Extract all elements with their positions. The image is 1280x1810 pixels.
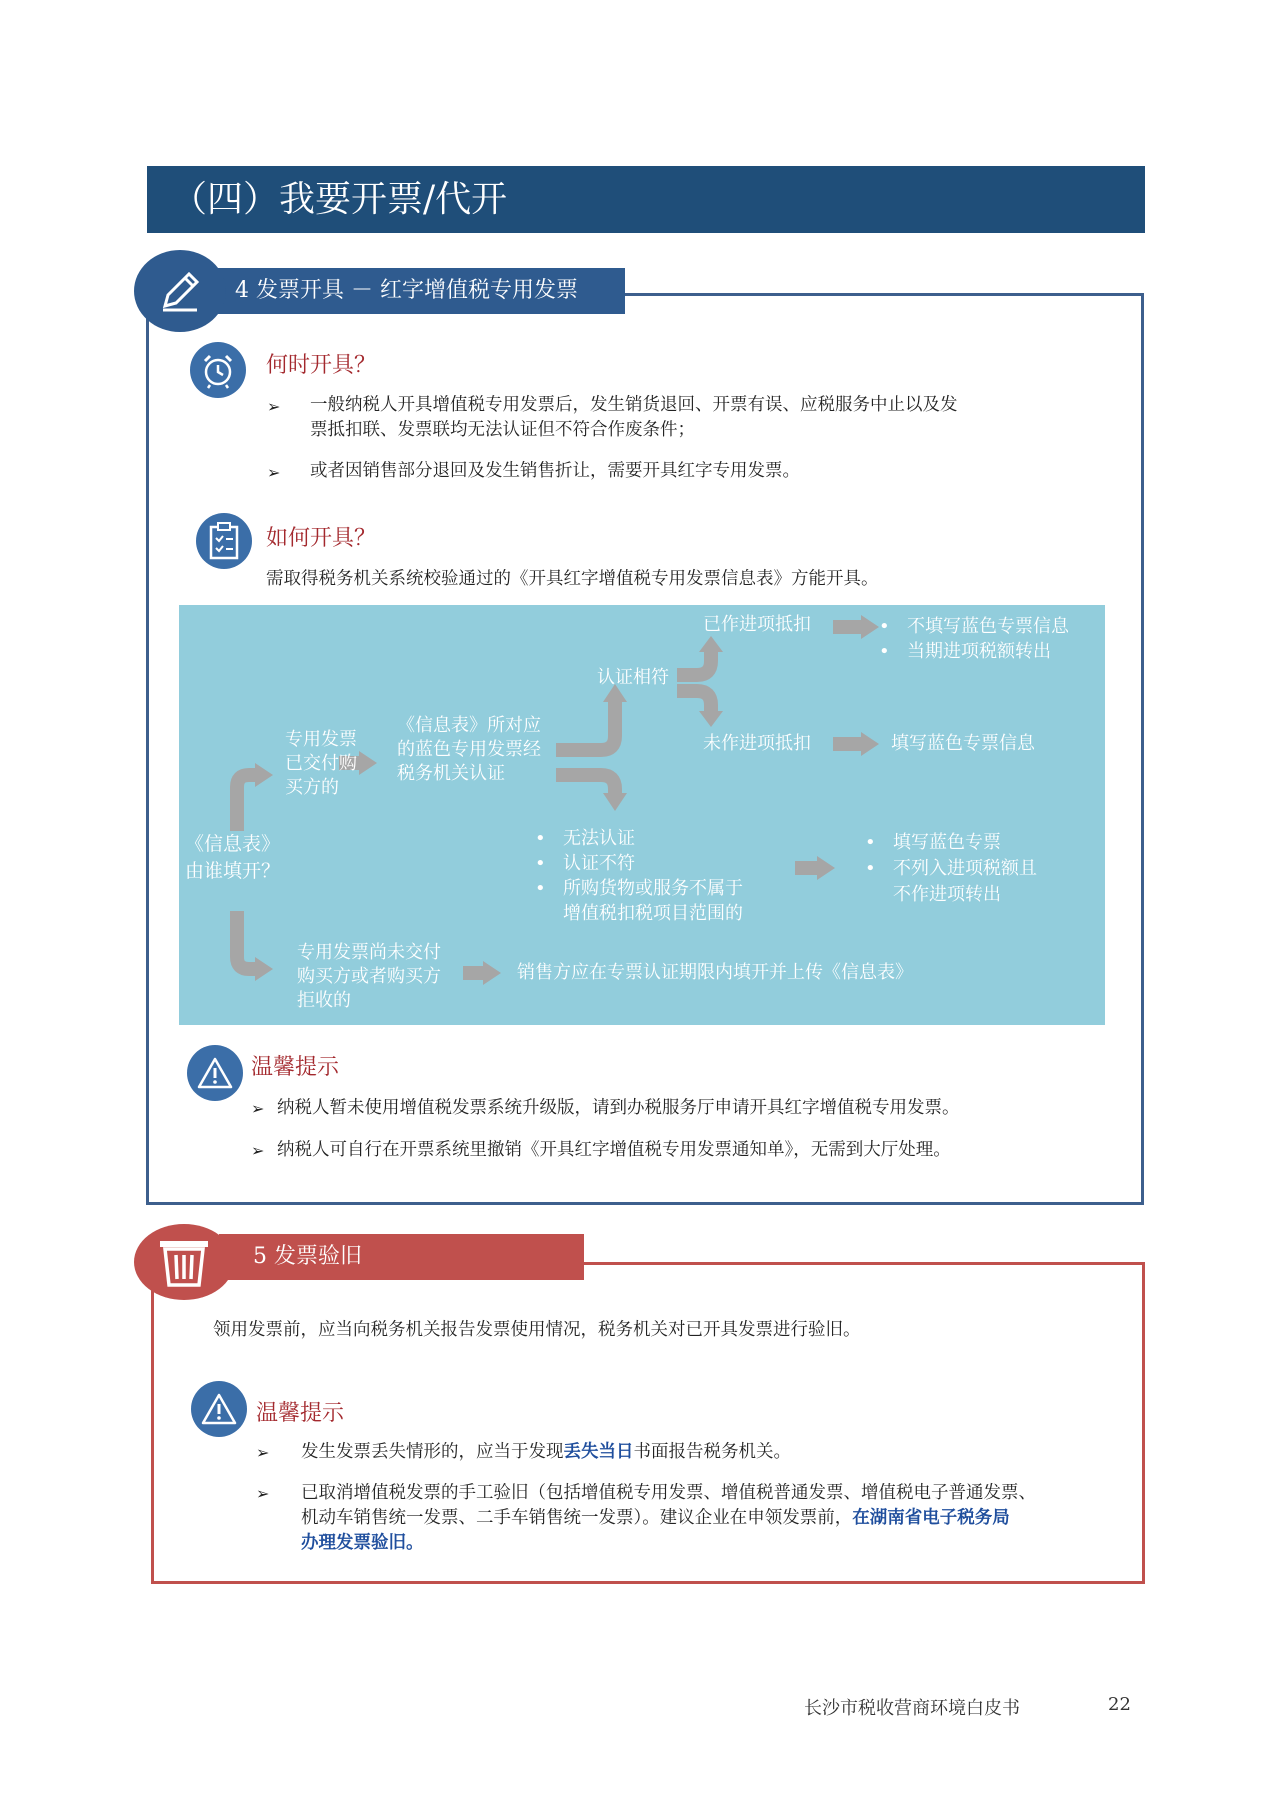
- tips-5-bullet-1-highlight: 丢失当日: [563, 1442, 634, 1462]
- tips-5-bullet-2-line-1: 已取消增值税发票的手工验旧（包括增值税专用发票、增值税普通发票、增值税电子普通发票、: [301, 1483, 1036, 1503]
- tips-5-icon-badge: [191, 1381, 247, 1437]
- section-5-intro: 领用发票前，应当向税务机关报告发票使用情况，税务机关对已开具发票进行验旧。: [213, 1320, 861, 1340]
- bullet-dot: •: [865, 858, 876, 879]
- bullet-dot: •: [879, 616, 890, 637]
- tips-5-bullet-2-text: 机动车销售统一发票、二手车销售统一发票）。建议企业在申领发票前，: [301, 1508, 853, 1528]
- flow-not-deducted: 未作进项抵扣: [703, 733, 811, 754]
- arrowhead: [817, 856, 835, 880]
- arrowhead: [483, 961, 501, 985]
- section-4-tab: 4 发票开具 － 红字增值税专用发票: [213, 268, 625, 314]
- bullet-marker: ➢: [256, 1484, 270, 1503]
- arrow-info-up: [556, 700, 615, 750]
- flow-deducted-result-1: 不填写蓝色专票信息: [907, 616, 1069, 637]
- tips-5-bullet-2-line-3: 办理发票验旧。: [301, 1533, 424, 1553]
- arrow-info-down: [556, 775, 615, 795]
- flow-upper-branch-3: 买方的: [285, 777, 339, 798]
- how-title: 如何开具？: [266, 526, 377, 551]
- warning-icon: [200, 1392, 238, 1426]
- when-bullet-1-line-2: 票抵扣联、发票联均无法认证但不符合作废条件；: [310, 420, 695, 440]
- flow-deducted-result-2: 当期进项税额转出: [907, 641, 1051, 662]
- arrowhead: [255, 763, 273, 787]
- flow-cannot-result-2: 不列入进项税额且: [893, 858, 1037, 879]
- how-intro: 需取得税务机关系统校验通过的《开具红字增值税专用发票信息表》方能开具。: [266, 569, 879, 589]
- flow-cannot-result-1: 填写蓝色专票: [893, 832, 1001, 853]
- bullet-marker: ➢: [267, 397, 281, 416]
- section-5-icon-badge: [134, 1224, 234, 1300]
- flow-lower-result: 销售方应在专票认证期限内填开并上传《信息表》: [517, 962, 913, 983]
- arrow-cert-down: [677, 691, 711, 713]
- flow-who-line-2: 由谁填开？: [185, 860, 281, 882]
- page-number: 22: [1108, 1694, 1131, 1715]
- flow-info-2: 的蓝色专用发票经: [397, 739, 541, 760]
- when-title: 何时开具？: [266, 353, 377, 378]
- flow-cannot-result-3: 不作进项转出: [893, 884, 1001, 905]
- bullet-dot: •: [535, 828, 546, 849]
- trash-icon: [155, 1235, 213, 1289]
- flow-info-1: 《信息表》所对应: [397, 715, 541, 736]
- page-title: （四）我要开票/代开: [147, 166, 1145, 233]
- when-icon-badge: [190, 342, 246, 398]
- arrowhead: [861, 615, 879, 639]
- tips-5-bullet-2-highlight: 在湖南省电子税务局: [852, 1508, 1010, 1528]
- arrowhead: [699, 711, 723, 727]
- tips-5-bullet-1-tail: 书面报告税务机关。: [633, 1442, 791, 1462]
- arrowhead: [359, 751, 377, 775]
- tips-4-bullet-1: 纳税人暂未使用增值税发票系统升级版，请到办税服务厅申请开具红字增值税专用发票。: [277, 1098, 960, 1118]
- bullet-marker: ➢: [251, 1099, 265, 1118]
- flow-deducted: 已作进项抵扣: [703, 614, 811, 635]
- arrowhead: [861, 732, 879, 756]
- when-bullet-2: 或者因销售部分退回及发生销售折让，需要开具红字专用发票。: [310, 461, 800, 481]
- bullet-marker: ➢: [256, 1443, 270, 1462]
- clipboard-check-icon: [206, 521, 242, 561]
- flow-cert-match: 认证相符: [597, 667, 669, 688]
- flow-cannot-3: 所购货物或服务不属于: [563, 878, 743, 899]
- flow-lower-branch-2: 购买方或者购买方: [297, 966, 441, 987]
- bullet-dot: •: [535, 853, 546, 874]
- flow-lower-branch-3: 拒收的: [297, 990, 351, 1011]
- tips-5-bullet-1-text: 发生发票丢失情形的，应当于发现: [301, 1442, 564, 1462]
- how-icon-badge: [196, 513, 252, 569]
- flow-info-3: 税务机关认证: [397, 763, 505, 784]
- tips-5-title: 温馨提示: [256, 1401, 345, 1426]
- alarm-clock-icon: [198, 350, 238, 390]
- section-5-tab: 5 发票验旧: [219, 1234, 584, 1280]
- section-4-icon-badge: [134, 250, 226, 332]
- flow-cannot-4: 增值税扣税项目范围的: [563, 903, 743, 924]
- arrowhead: [699, 636, 723, 652]
- warning-icon: [196, 1056, 234, 1090]
- bullet-dot: •: [865, 832, 876, 853]
- bullet-marker: ➢: [251, 1141, 265, 1160]
- flow-upper-branch-2: 已交付购: [285, 753, 357, 774]
- flow-cannot-1: 无法认证: [563, 828, 635, 849]
- invoice-flow-diagram: [179, 605, 1105, 1025]
- flow-who-line-1: 《信息表》: [185, 833, 281, 855]
- arrowhead: [255, 957, 273, 981]
- when-bullet-1-line-1: 一般纳税人开具增值税专用发票后，发生销货退回、开票有误、应税服务中止以及发: [310, 395, 958, 415]
- bullet-dot: •: [879, 641, 890, 662]
- bullet-marker: ➢: [267, 463, 281, 482]
- tips-4-icon-badge: [187, 1045, 243, 1101]
- tips-5-bullet-1: [301, 1440, 791, 1465]
- pencil-icon: [153, 264, 207, 318]
- tips-5-bullet-2-line-2: [301, 1506, 1010, 1531]
- flow-cannot-2: 认证不符: [563, 853, 635, 874]
- arrow-who-up: [237, 775, 257, 831]
- tips-4-bullet-2: 纳税人可自行在开票系统里撤销《开具红字增值税专用发票通知单》，无需到大厅处理。: [277, 1140, 951, 1160]
- arrowhead: [603, 793, 627, 811]
- bullet-dot: •: [535, 878, 546, 899]
- arrow-cert-up: [677, 650, 711, 675]
- flow-upper-branch-1: 专用发票: [285, 729, 357, 750]
- flow-not-deducted-result: 填写蓝色专票信息: [891, 733, 1035, 754]
- tips-4-title: 温馨提示: [251, 1055, 340, 1080]
- arrow-who-down: [237, 911, 257, 969]
- footer-title: 长沙市税收营商环境白皮书: [804, 1698, 1020, 1719]
- flow-lower-branch-1: 专用发票尚未交付: [297, 942, 441, 963]
